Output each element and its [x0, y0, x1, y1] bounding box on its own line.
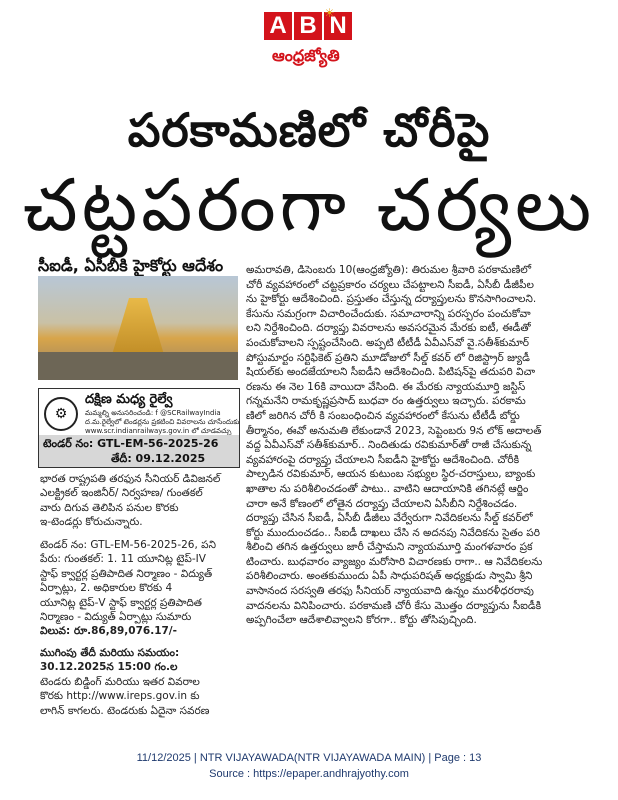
logo-letter-b: B [294, 12, 322, 40]
article-line: వద్ద ఏవీఎస్‌వో సతీశ్‌కుమార్.. నిందితుడు రవికుమార్‌తో రాజీ చేసుకున్న [246, 439, 532, 452]
sun-icon: ☀ [324, 6, 335, 20]
article-line: పోస్టుమార్టం సర్టిఫికెట్ ప్రతిని మూడోజులో సీల్డ్ కవర్ లో రిజిస్ట్రార్ జ్యుడీ [246, 351, 530, 364]
article-line: దర్యాప్తు చేసిన సీఐడీ, ఏసీబీ డీజీలు వేర్వేరుగా నివేదికలను సీల్డ్ కవర్‌లో [246, 512, 533, 525]
tender-ireps-link: కొరకు http://www.ireps.gov.in కు [40, 690, 200, 703]
abn-logo [264, 6, 356, 76]
tender-text-line: భారత రాష్ట్రపతి తరఫున సీనియర్ డివిజనల్ [40, 473, 221, 485]
tender-text-line: యూనిట్ల టైప్-V స్టాఫ్ క్వార్టర్ల ప్రతిపాదిత [40, 596, 202, 609]
tender-number-bar [39, 435, 239, 467]
logo-letter-n: N [324, 12, 352, 40]
logo-letter-a: A [264, 12, 292, 40]
tender-text-line: లాగిన్ కాగలరు. టెండరుకు ఏదైనా సవరణ [40, 704, 210, 717]
tender-text-line: టెండరు బిడ్డింగ్ మరియు ఇతర వివరాల [40, 675, 200, 688]
railway-title: దక్షిణ మధ్య రైల్వే [85, 392, 173, 407]
tender-value: విలువ: రూ.86,89,076.17/- [40, 625, 178, 638]
railway-info-line: www.scr.indianrailways.gov.in లో చూడవచ్చు [85, 427, 232, 435]
tender-text-line: నిర్మాణం - విద్యుత్ ఏర్పాట్లు సుమారు [40, 611, 192, 624]
tender-details [40, 538, 236, 639]
article-line: షియల్‌కు అందజేయాలని సీఐడీని ఆదేశించింది. పిటిషన్‌పై తదుపరి విచా [246, 366, 536, 379]
tender-text-line: టెండర్ నం: GTL-EM-56-2025-26, పని [40, 539, 216, 551]
article-line: శీలించి తగిన ఉత్తర్వులు జారీ చేస్తామని న్యాయమూర్తి మంగళవారం ప్రక [246, 541, 533, 554]
article-line: పంచుకోవాలని స్పష్టంచేసింది. అప్పటి టీటీడీ ఏవీఎస్‌వో వై.సతీశ్‌కుమార్ [246, 336, 530, 349]
tender-closing-time: 30.12.2025న 15:00 గం.ల [40, 661, 178, 674]
railway-emblem-icon: ⚙ [44, 397, 78, 431]
article-line: వాసానంద సరస్వతి తరఫు సీనియర్ న్యాయవాది ఉన్నం మురళీధరరావు [246, 585, 534, 598]
article-line: ఖాతాల ను పరిశీలించడంతో పాటు.. వాటిని ఆదాయానికి తగినట్లే ఆర్జిం [246, 482, 529, 495]
article-line: చారా అనే కోణంలో లోతైన దర్యాప్తు చేయాలని ఏసీబీని నిర్దేశించడం. [246, 497, 518, 510]
article-line: పాల్పడిన రవికుమార్, ఆయన కుటుంబ సభ్యుల స్థిర-చరాస్తులు, బ్యాంకు [246, 468, 536, 481]
article-line: లని నిర్దేశించింది. దర్యాప్తు వివరాలను అవసరమైన మేరకు ఐటీ, ఈడీతో [246, 322, 531, 335]
tender-text-line: ఎలక్ట్రికల్ ఇంజినీర్/ నిర్వహణ/ గుంతకల్ [40, 487, 203, 500]
tender-text-line: వారు దిగువ తెలిపిన పనుల కొరకు [40, 501, 179, 514]
tender-closing [40, 646, 236, 718]
article-line: కోర్టు ముందుంచడం.. సీఐడీ దాఖలు చేసి న అదనపు నివేదికను సైతం పరి [246, 526, 540, 539]
article-line: అప్పగించేలా ఆదేశాలివ్వాలని కోరగా.. కోర్టు తోసిపుచ్చింది. [246, 614, 477, 627]
article-line: ణిలో జరిగిన చోరీ కి సంబంధించిన వ్యవహారంలో కేసును టీటీడీ బోర్డు [246, 409, 520, 422]
tender-intro [40, 472, 236, 530]
tender-text-line: పేరు: గుంతకల్: 1. 11 యూనిట్ల టైప్-IV [40, 553, 206, 566]
article-line: ను హైకోర్టు ఆదేశించింది. ప్రస్తుతం చేస్తున్న దర్యాప్తులను కొనసాగించాలని. [246, 293, 537, 306]
article-line: కేసును సమగ్రంగా విచారించేందుకు. సమాచారాన్ని పరస్పరం పంచుకోవా [246, 307, 531, 320]
article-line: వాదనలను వినిపించారు. పరకామణి చోరీ కేసు మొత్తం దర్యాప్తును సీఐడీకి [246, 599, 542, 612]
article-line: తీర్మానం, ఈవో అనుమతి లేకుండానే 2023, సెప్టెంబరు 9న లోక్ అదాలత్ [246, 424, 542, 437]
headline-line-1: పరకామణిలో చోరీపై [127, 103, 491, 157]
article-line: అమరావతి, డిసెంబరు 10(ఆంధ్రజ్యోతి): తిరుమల శ్రీవారి పరకామణిలో [246, 264, 532, 276]
temple-photo [38, 276, 238, 380]
article-line: వ్యవహారంపై దర్యాప్తు చేయాలని సీఐడీని హైకోర్టు ఆదేశించింది. చోరీకి [246, 453, 520, 466]
article-line: చోరీ వ్యవహారంలో చట్టప్రకారం చర్యలు చేపట్టాలని సీఐడీ, ఏసీబీ డీజీపీల [246, 278, 534, 291]
tender-text-line: ముగింపు తేదీ మరియు సమయం: [40, 647, 180, 659]
article-body [246, 263, 606, 628]
subheadline: సీఐడీ, ఏసీబీకి హైకోర్టు ఆదేశం [38, 256, 224, 275]
headline-line-2: చట్టపరంగా చర్యలు [22, 163, 596, 247]
tender-text-line: ఏర్పాట్లు, 2. అధికారుల కొరకు 4 [40, 582, 173, 595]
article-line: గన్నమనేని రామకృష్ణప్రసాద్ బుధవా రం ఉత్తర్వులు ఇచ్చారు. పరకామ [246, 395, 526, 408]
tender-date: తేదీ: 09.12.2025 [111, 452, 206, 465]
source-line: Source : https://epaper.andhrajyothy.com [209, 768, 409, 780]
tender-text-line: స్టాఫ్ క్వార్టర్ల ప్రతిపాదిత నిర్మాణం - విద్యుత్ [40, 567, 213, 580]
railway-info-line: మమ్మల్ని అనుసరించండి: f @SCRailwayIndia [85, 409, 221, 417]
tender-advert-header [38, 388, 240, 468]
railway-info-line: ద.మ.రైల్వేలో టెండర్లను ప్రకటించి వివరాలను చూసేందుకు [85, 418, 240, 426]
edition-line: 11/12/2025 | NTR VIJAYAWADA(NTR VIJAYAWADA MAIN) | Page : 13 [136, 752, 482, 764]
building-shape [38, 352, 238, 380]
tender-number: టెండర్ నం: GTL-EM-56-2025-26 [43, 437, 219, 450]
logo-letters [264, 12, 352, 40]
tender-text-line: ఇ-టెండర్లు కోరుచున్నారు. [40, 516, 143, 529]
article-line: రణను ఈ నెల 16కి వాయిదా వేసింది. ఈ మేరకు న్యాయమూర్తి జస్టిస్ [246, 380, 526, 393]
brand-subtitle: ఆంధ్రజ్యోతి [272, 46, 340, 65]
article-line: పరిశీలించారు. అంతకుముందు ఏపీ సాధుపరిషత్ అధ్యక్షుడు స్వామి శ్రీని [246, 570, 533, 583]
article-line: టించారు. బుధవారం వ్యాజ్యం మరోసారి విచారణకు రాగా.. ఆ నివేదికలను [246, 555, 543, 568]
